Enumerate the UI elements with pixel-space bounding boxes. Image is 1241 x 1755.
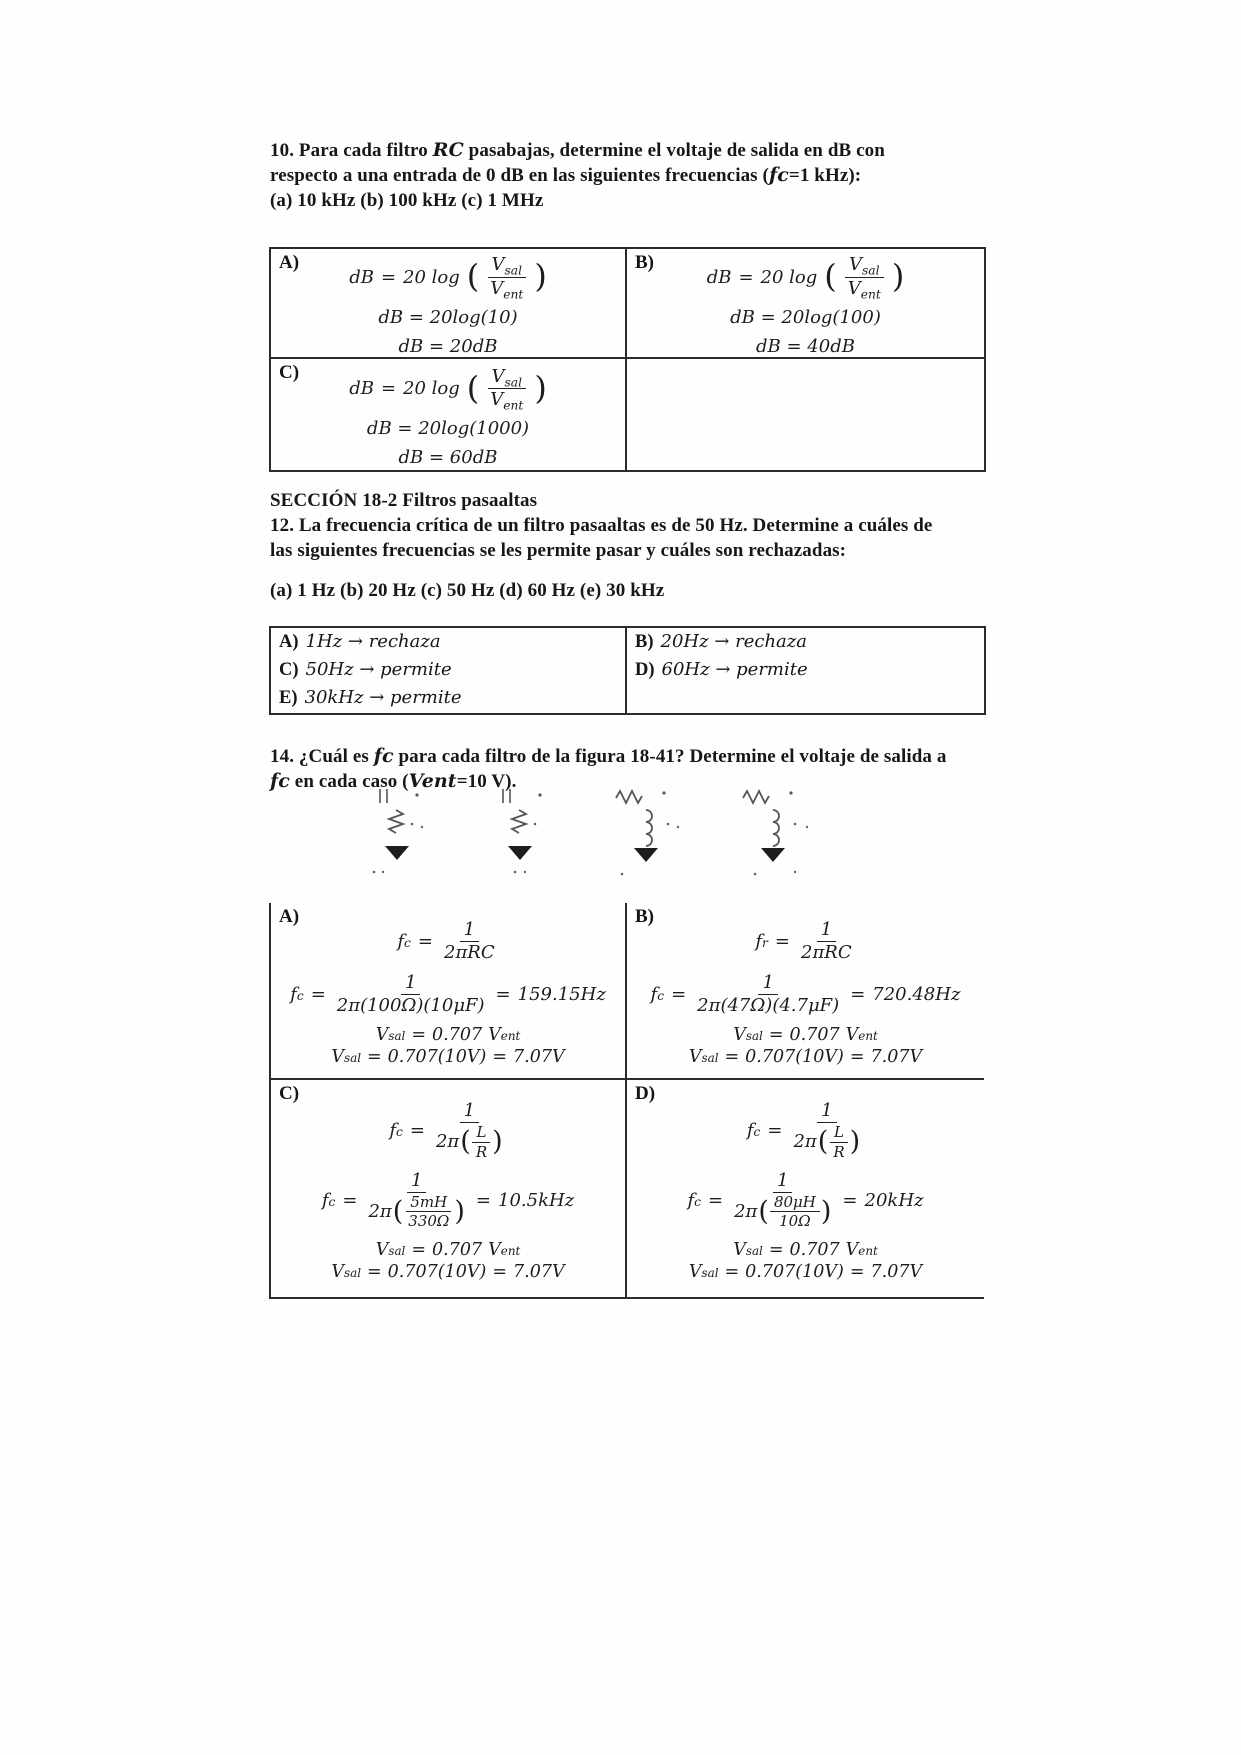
denominator: 2π(47Ω)(4.7μF)	[697, 994, 840, 1016]
answer-row-e	[279, 687, 625, 714]
result-value: 720.48Hz	[872, 983, 961, 1005]
formula-lhs: f r	[755, 931, 768, 953]
equals-sign: =	[850, 983, 866, 1005]
text-run: respecto a una entrada de 0 dB en las siguientes frecuencias (	[270, 165, 769, 186]
formula-lhs: f c	[397, 931, 411, 953]
answer-row-c	[279, 659, 625, 686]
row-label: E)	[279, 688, 298, 708]
rc-highpass-circuit-icon	[485, 784, 595, 879]
denominator: 2π ( $\frac{L}{R}$ )	[793, 1122, 861, 1161]
paren-open: (	[460, 1126, 471, 1158]
problem-12-line-2: las siguientes frecuencias se les permite pasar y cuáles son rechazadas:	[270, 540, 847, 561]
rl-highpass-circuit-icon	[608, 784, 718, 879]
paren-close: )	[454, 1196, 465, 1228]
table-cell-right	[627, 628, 984, 714]
denominator: R	[833, 1142, 845, 1161]
result-value: 10.5kHz	[498, 1189, 575, 1211]
vsal-block	[689, 1025, 922, 1067]
numerator: 1	[817, 920, 836, 942]
equation-line: dB = 20log(100)	[730, 306, 881, 328]
numerator: $V_{sal}$	[488, 367, 527, 389]
equals-sign: =	[475, 1189, 491, 1211]
equals-sign: =	[310, 983, 326, 1005]
cell-label: C)	[279, 1083, 300, 1104]
denominator: 10Ω	[779, 1212, 811, 1231]
formula-lhs: f c	[290, 983, 304, 1005]
table-cell-c	[271, 1080, 627, 1297]
fraction	[440, 920, 499, 963]
denominator: 2πRC	[444, 942, 495, 964]
table-cell-b	[627, 249, 984, 359]
problem-10-line-2	[270, 163, 980, 188]
fraction	[730, 1171, 835, 1231]
numerator: 1	[460, 920, 479, 942]
row-value: 1Hz → rechaza	[305, 631, 441, 652]
answer-row-b	[635, 631, 984, 658]
equals-sign: =	[380, 266, 397, 288]
result-value: 159.15Hz	[517, 983, 606, 1005]
formula-lhs: f c	[650, 983, 665, 1005]
paren-close: )	[891, 257, 905, 296]
equation-line: dB = 40dB	[756, 335, 855, 357]
fc-numeric-formula	[687, 1171, 923, 1231]
vsal-relation: V sal = 0.707 V ent	[733, 1024, 878, 1045]
table-cell-empty	[627, 359, 984, 470]
equation-line: dB = 60dB	[398, 447, 498, 469]
db-log-formula	[349, 365, 547, 413]
rc-highpass-circuit-icon	[362, 784, 472, 879]
formula-lhs: f c	[389, 1120, 403, 1142]
fc-generic-formula	[389, 1101, 506, 1161]
vsal-block	[331, 1240, 564, 1282]
numerator: L	[472, 1124, 490, 1143]
problem-10-line-3	[270, 188, 980, 213]
formula-lhs: dB	[349, 266, 374, 288]
equals-sign: =	[367, 1046, 382, 1067]
equals-sign: =	[671, 983, 687, 1005]
cell-label: B)	[635, 906, 654, 927]
row-value: 30kHz → permite	[304, 687, 462, 708]
text-run: pasabajas, determine el voltaje de salida en dB con	[463, 140, 885, 161]
fraction	[789, 1101, 864, 1161]
formula-lhs: dB	[349, 378, 374, 399]
result-value: 20kHz	[864, 1189, 924, 1211]
numerator: $V_{sal}$	[488, 255, 527, 277]
equals-sign: =	[411, 1024, 427, 1045]
problem-14-line-1	[270, 744, 990, 769]
denominator: R	[475, 1142, 488, 1161]
paren-close: )	[534, 257, 547, 296]
fc-generic-formula	[755, 920, 855, 963]
paren-open: (	[392, 1196, 404, 1228]
frequency-list	[270, 578, 990, 603]
equation-line: dB = 20log(1000)	[366, 418, 530, 440]
numerator: L	[830, 1124, 848, 1143]
equals-sign: =	[849, 1262, 865, 1283]
log-operator: 20 log	[403, 378, 460, 399]
vsal-relation: V sal = 0.707 V ent	[375, 1240, 521, 1261]
vsal-relation: V sal = 0.707 V ent	[733, 1240, 878, 1261]
fraction	[333, 973, 489, 1016]
denominator: 2π ( $\frac{5mH}{330\Omega}$ )	[368, 1192, 465, 1231]
denominator: $V_{ent}$	[490, 277, 524, 302]
text-run: en cada caso (	[289, 771, 409, 792]
section-18-2-block	[270, 488, 990, 563]
equals-sign: =	[492, 1046, 508, 1067]
cell-label: B)	[635, 252, 654, 273]
equation-line: dB = 20log(10)	[378, 306, 518, 328]
fc-numeric-formula	[290, 973, 606, 1016]
fraction	[486, 365, 527, 413]
numerator: 1	[817, 1101, 836, 1123]
equals-sign: =	[767, 1120, 783, 1142]
paren-close: )	[534, 368, 547, 407]
vsal-result: V sal = 0.707(10V) = 7.07V	[688, 1046, 923, 1067]
denominator: 330Ω	[408, 1212, 450, 1231]
fc-numeric-formula	[651, 973, 961, 1016]
fc-generic-formula	[747, 1101, 864, 1161]
db-log-formula	[349, 254, 547, 302]
paren-open: (	[817, 1126, 829, 1158]
vsal-result: V sal = 0.707(10V) = 7.07V	[688, 1262, 923, 1283]
numerator: 1	[401, 973, 420, 995]
table-cell-d	[627, 1080, 984, 1297]
equals-sign: =	[768, 1024, 784, 1045]
row-label: A)	[279, 632, 299, 652]
row-value: 50Hz → permite	[305, 659, 452, 680]
equals-sign: =	[492, 1262, 508, 1283]
equals-sign: =	[495, 983, 511, 1005]
equals-sign: =	[417, 931, 433, 953]
text-run: 14. ¿Cuál es	[270, 746, 374, 767]
numerator: 1	[407, 1171, 426, 1193]
vsal-block	[331, 1025, 564, 1067]
equals-sign: =	[380, 378, 397, 399]
formula-lhs: dB	[706, 266, 732, 288]
equals-sign: =	[842, 1189, 858, 1211]
db-answers-table	[269, 247, 986, 472]
log-operator: 20 log	[760, 266, 818, 288]
fraction	[693, 973, 843, 1016]
denominator: 2π ( $\frac{L}{R}$ )	[435, 1122, 503, 1161]
table-cell-b	[627, 903, 984, 1080]
log-operator: 20 log	[403, 266, 460, 288]
paren-close: )	[849, 1126, 861, 1158]
denominator: $V_{ent}$	[847, 277, 881, 302]
denominator: $V_{ent}$	[490, 389, 524, 413]
row-label: B)	[635, 632, 654, 652]
denominator: 2πRC	[801, 942, 852, 964]
inner-fraction	[472, 1124, 491, 1161]
paren-open: (	[466, 368, 480, 407]
equals-sign: =	[724, 1262, 740, 1283]
equals-sign: =	[342, 1189, 358, 1211]
paren-open: (	[824, 257, 837, 296]
equals-sign: =	[409, 1120, 425, 1142]
equals-sign: =	[849, 1046, 865, 1067]
text-run: para cada filtro de la figura 18-41? Determine el voltaje de salida a	[393, 746, 947, 767]
equals-sign: =	[367, 1262, 382, 1283]
numerator: $V_{sal}$	[845, 255, 884, 277]
fc-answers-table	[269, 903, 984, 1299]
formula-lhs: f c	[687, 1189, 702, 1211]
table-cell-c	[271, 359, 627, 470]
db-log-formula	[706, 254, 905, 302]
equals-sign: =	[774, 931, 790, 953]
formula-lhs: f c	[746, 1120, 761, 1142]
equals-sign: =	[708, 1189, 724, 1211]
inner-fraction	[829, 1124, 848, 1161]
text-run-italic: fc	[373, 745, 394, 767]
equation-line: dB = 20dB	[398, 335, 498, 357]
text-run-italic: fc	[270, 770, 290, 792]
section-heading: SECCIÓN 18-2 Filtros pasaaltas	[270, 490, 538, 511]
table-cell-left	[271, 628, 627, 714]
vsal-result: V sal = 0.707(10V) = 7.07V	[331, 1046, 565, 1067]
equals-sign: =	[411, 1240, 427, 1261]
equals-sign: =	[768, 1240, 784, 1261]
cell-label: A)	[279, 252, 300, 273]
paren-close: )	[820, 1196, 832, 1228]
numerator: 5mH	[406, 1194, 451, 1213]
inner-fraction	[404, 1194, 453, 1231]
vsal-relation: V sal = 0.707 V ent	[375, 1024, 521, 1045]
row-value: 20Hz → rechaza	[660, 631, 807, 652]
problem-10-text	[270, 138, 980, 213]
fc-generic-formula	[397, 920, 498, 963]
denominator: 2π ( $\frac{80\mu H}{10\Omega}$ )	[734, 1192, 832, 1231]
text-run: =10 V).	[456, 771, 517, 792]
fraction	[486, 254, 527, 302]
numerator: 1	[773, 1171, 792, 1193]
paren-open: (	[758, 1196, 769, 1228]
text-run: (a) 1 Hz (b) 20 Hz (c) 50 Hz (d) 60 Hz (e) 30 kHz	[270, 580, 665, 601]
equals-sign: =	[724, 1046, 740, 1067]
fc-numeric-formula	[322, 1171, 574, 1231]
fraction	[432, 1101, 507, 1161]
table-cell-a	[271, 903, 627, 1080]
row-label: D)	[635, 660, 655, 680]
row-value: 60Hz → permite	[661, 659, 808, 680]
pass-reject-table	[269, 626, 986, 715]
text-run: =1 kHz):	[788, 165, 862, 186]
problem-10-line-1	[270, 138, 980, 163]
paren-close: )	[492, 1126, 503, 1158]
text-run: 10. Para cada filtro	[270, 140, 433, 161]
text-run-italic: fc	[768, 164, 789, 186]
fraction	[797, 920, 856, 963]
vsal-block	[689, 1240, 922, 1282]
cell-label: C)	[279, 362, 300, 383]
text-run: (a) 10 kHz (b) 100 kHz (c) 1 MHz	[270, 190, 544, 211]
paren-open: (	[466, 257, 480, 296]
cell-label: D)	[635, 1083, 656, 1104]
answer-row-a	[279, 631, 625, 658]
table-cell-a	[271, 249, 627, 359]
inner-fraction	[770, 1194, 820, 1231]
text-run-italic: RC	[432, 139, 464, 161]
problem-12-line-1: 12. La frecuencia crítica de un filtro pasaaltas es de 50 Hz. Determine a cuáles de	[270, 515, 933, 536]
numerator: 1	[460, 1101, 479, 1123]
fraction	[844, 254, 885, 302]
answer-row-d	[635, 659, 984, 686]
numerator: 80μH	[770, 1194, 820, 1213]
fraction	[364, 1171, 468, 1231]
vsal-result: V sal = 0.707(10V) = 7.07V	[331, 1262, 565, 1283]
cell-label: A)	[279, 906, 300, 927]
numerator: 1	[758, 973, 777, 995]
equals-sign: =	[738, 266, 754, 288]
row-label: C)	[279, 660, 299, 680]
rl-highpass-circuit-icon	[735, 784, 845, 879]
formula-lhs: f c	[321, 1189, 336, 1211]
text-run-italic: Vent	[408, 770, 457, 792]
denominator: 2π(100Ω)(10μF)	[336, 994, 485, 1016]
